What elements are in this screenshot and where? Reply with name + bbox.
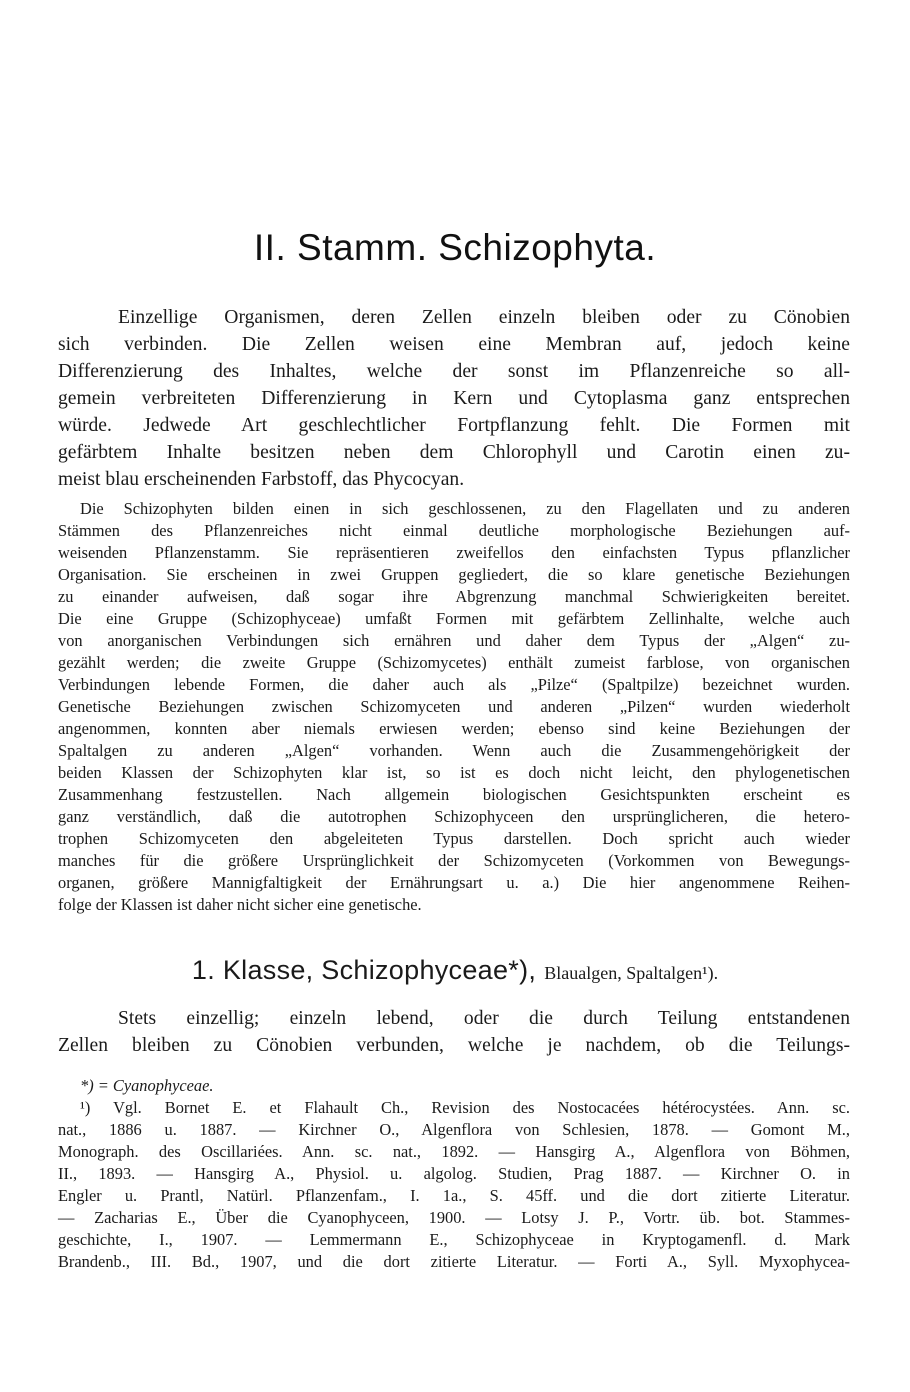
body-line: Stämmen des Pflanzenreiches nicht einmal deutliche morphologische Beziehungen auf-: [58, 521, 850, 540]
section-heading: [0, 955, 910, 986]
body-line: beiden Klassen der Schizophyten klar ist, so ist es doch nicht leicht, den phylogenetischen: [58, 763, 850, 782]
section-text-line: Stets einzellig; einzeln lebend, oder die durch Teilung entstandenen: [118, 1008, 850, 1029]
body-line: trophen Schizomyceten den abgeleiteten Typus darstellen. Doch spricht auch wieder: [58, 829, 850, 848]
body-line: Die eine Gruppe (Schizophyceae) umfaßt Formen mit gefärbtem Zellinhalte, welche auch: [58, 609, 850, 628]
section-title: 1. Klasse, Schizophyceae*),: [191, 955, 537, 985]
intro-line: gemein verbreiteten Differenzierung in Kern und Cytoplasma ganz entsprechen: [58, 388, 850, 409]
intro-line: sich verbinden. Die Zellen weisen eine Membran auf, jedoch keine: [58, 334, 850, 355]
body-line: Organisation. Sie erscheinen in zwei Gruppen gegliedert, die so klare genetische Beziehungen: [58, 565, 850, 584]
body-line: zu einander aufweisen, daß sogar ihre Abgrenzung manchmal Schwierigkeiten bereitet.: [58, 587, 850, 606]
footnote-line: Brandenb., III. Bd., 1907, und die dort zitierte Literatur. — Forti A., Syll. Myxophycea-: [58, 1252, 850, 1271]
body-line: von anorganischen Verbindungen sich ernähren und daher dem Typus der „Algen“ zu-: [58, 631, 850, 650]
body-line: Zusammenhang festzustellen. Nach allgemein biologischen Gesichtspunkten erscheint es: [58, 785, 850, 804]
body-line: gezählt werden; die zweite Gruppe (Schizomycetes) enthält zumeist farblose, von organischen: [58, 653, 850, 672]
intro-line: meist blau erscheinenden Farbstoff, das Phycocyan.: [58, 469, 465, 490]
footnote-line: nat., 1886 u. 1887. — Kirchner O., Algenflora von Schlesien, 1878. — Gomont M.,: [58, 1120, 850, 1139]
footnote-asterisk: *) = Cyanophyceae.: [80, 1076, 214, 1095]
body-line: organen, größere Mannigfaltigkeit der Ernährungsart u. a.) Die hier angenommene Reihen-: [58, 873, 850, 892]
intro-line: Einzellige Organismen, deren Zellen einzeln bleiben oder zu Cönobien: [118, 307, 850, 328]
body-line: Genetische Beziehungen zwischen Schizomyceten und anderen „Pilzen“ wurden wiederholt: [58, 697, 850, 716]
footnote-line: Engler u. Prantl, Natürl. Pflanzenfam., I. 1a., S. 45ff. und die dort zitierte Literatur.: [58, 1186, 850, 1205]
intro-line: Differenzierung des Inhaltes, welche der sonst im Pflanzenreiche so all-: [58, 361, 850, 382]
section-subtitle: Blaualgen, Spaltalgen¹).: [544, 963, 719, 983]
body-line: Die Schizophyten bilden einen in sich geschlossenen, zu den Flagellaten und zu anderen: [80, 499, 850, 518]
section-text-line: Zellen bleiben zu Cönobien verbunden, welche je nachdem, ob die Teilungs-: [58, 1035, 850, 1056]
footnote-line: — Zacharias E., Über die Cyanophyceen, 1900. — Lotsy J. P., Vortr. üb. bot. Stammes-: [58, 1208, 850, 1227]
body-line: weisenden Pflanzenstamm. Sie repräsentieren zweifellos den einfachsten Typus pflanzlicher: [58, 543, 850, 562]
intro-line: gefärbtem Inhalte besitzen neben dem Chlorophyll und Carotin einen zu-: [58, 442, 850, 463]
footnote-line: geschichte, I., 1907. — Lemmermann E., Schizophyceae in Kryptogamenfl. d. Mark: [58, 1230, 850, 1249]
page-title: II. Stamm. Schizophyta.: [253, 227, 657, 268]
body-line: ganz verständlich, daß die autotrophen Schizophyceen den ursprünglicheren, die hetero-: [58, 807, 850, 826]
body-line: angenommen, konnten aber niemals erwiesen werden; ebenso sind keine Beziehungen der: [58, 719, 850, 738]
body-line: Spaltalgen zu anderen „Algen“ vorhanden. Wenn auch die Zusammengehörigkeit der: [58, 741, 850, 760]
body-line: manches für die größere Ursprünglichkeit der Schizomyceten (Vorkommen von Bewegungs-: [58, 851, 850, 870]
body-line: Verbindungen lebende Formen, die daher auch als „Pilze“ (Spaltpilze) bezeichnet wurden.: [58, 675, 850, 694]
footnote-line: II., 1893. — Hansgirg A., Physiol. u. algolog. Studien, Prag 1887. — Kirchner O. in: [58, 1164, 850, 1183]
intro-line: würde. Jedwede Art geschlechtlicher Fortpflanzung fehlt. Die Formen mit: [58, 415, 850, 436]
body-line: folge der Klassen ist daher nicht sicher eine genetische.: [58, 895, 422, 914]
footnote-line: ¹) Vgl. Bornet E. et Flahault Ch., Revision des Nostocacées hétérocystées. Ann. sc.: [80, 1098, 850, 1117]
footnote-line: Monograph. des Oscillariées. Ann. sc. nat., 1892. — Hansgirg A., Algenflora von Böhmen,: [58, 1142, 850, 1161]
